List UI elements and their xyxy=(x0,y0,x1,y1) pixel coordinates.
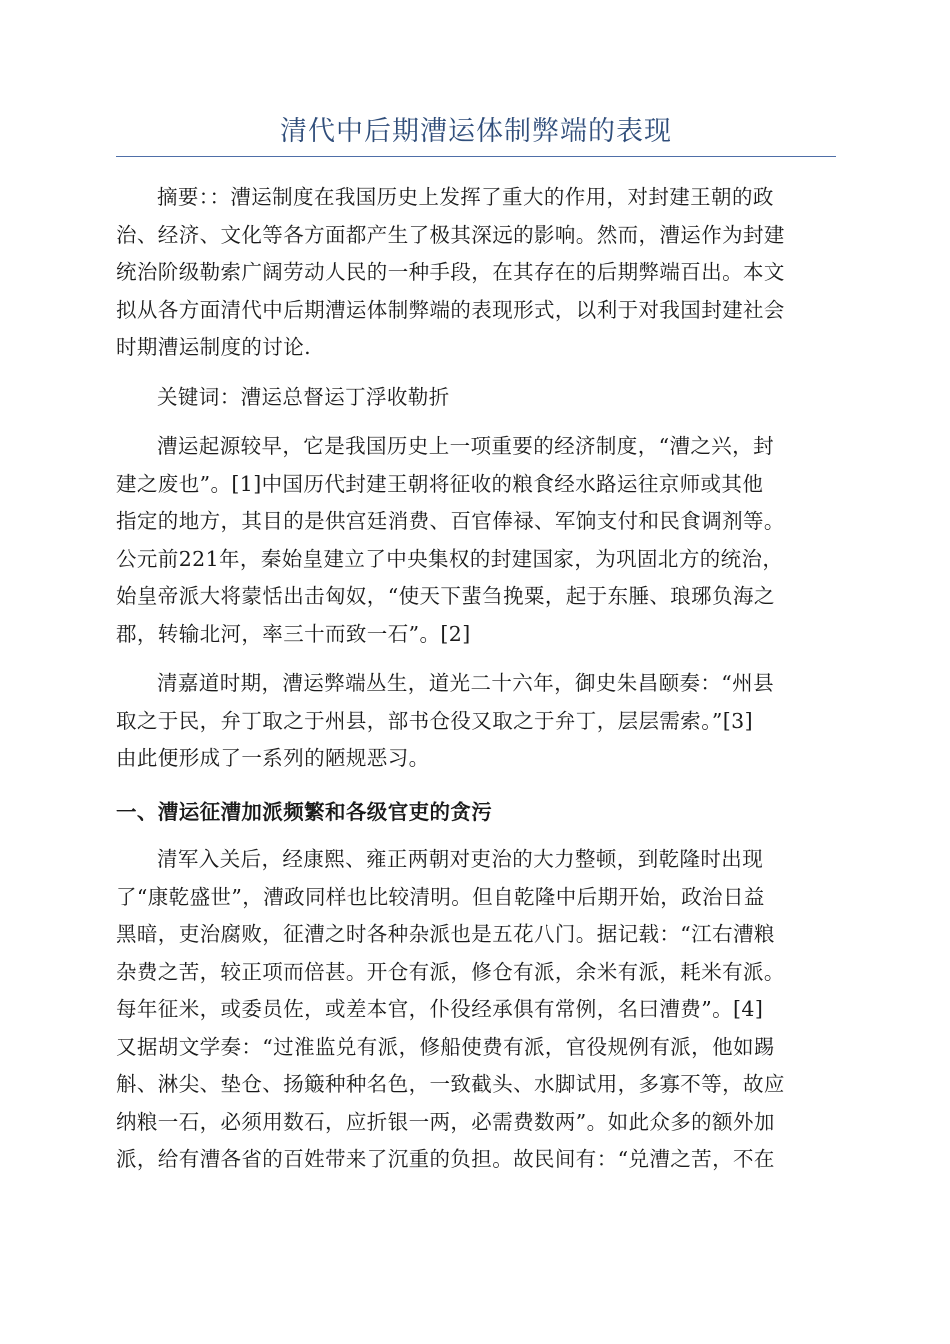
body-paragraph-1: 漕运起源较早，它是我国历史上一项重要的经济制度，“漕之兴，封 建之废也”。[1]中国历代封建王朝将征收的粮食经水路运往京师或其他 指定的地方，其目的是供宫廷消费、百官俸禄、军饷支付和民食调剂等。 公元前221年，秦始皇建立了中央集权的封建国家，为巩固北方的统治， 始皇帝派大将蒙恬出击匈奴，“使天下蜚刍挽粟，起于东腄、琅琊负海之 郡，转输北河，率三十而致一石”。[2] xyxy=(116,434,785,646)
keywords-paragraph: 关键词：漕运总督运丁浮收勒折 xyxy=(157,384,450,409)
body-paragraph-3: 清军入关后，经康熙、雍正两朝对吏治的大力整顿，到乾隆时出现 了“康乾盛世”，漕政同样也比较清明。但自乾隆中后期开始，政治日益 黑暗，吏治腐败，征漕之时各种杂派也是五花八门。据记载：“江右漕粮 杂费之苦，较正项而倍甚。开仓有派，修仓有派，余米有派，耗米有派。 每年征米，或委员佐，或差本官，仆役经承俱有常例，名曰漕费”。[4] 又据胡文学奏：“过淮监兑有派，修船使费有派，官役规例有派，他如踢 斛、淋尖、垫仓、扬簸种种名色，一致截头、水脚试用，多寡不等，故应 纳粮一石，必须用数石，应折银一两，必需费数两”。如此众多的额外加 派，给有漕各省的百姓带来了沉重的负担。故民间有：“兑漕之苦，不在 xyxy=(116,847,785,1171)
document-page xyxy=(116,112,836,1179)
document-title: 清代中后期漕运体制弊端的表现 xyxy=(116,112,836,157)
body-paragraph-2: 清嘉道时期，漕运弊端丛生，道光二十六年，御史朱昌颐奏：“州县 取之于民，弁丁取之于州县，部书仓役又取之于弁丁，层层需索。”[3] 由此便形成了一系列的陋规恶习。 xyxy=(116,671,774,770)
abstract-paragraph: 摘要：：漕运制度在我国历史上发挥了重大的作用，对封建王朝的政 治、经济、文化等各方面都产生了极其深远的影响。然而，漕运作为封建 统治阶级勒索广阔劳动人民的一种手段，在其存在的后期弊端百出。本文 拟从各方面清代中后期漕运体制弊端的表现形式，以利于对我国封建社会 时期漕运制度的讨论. xyxy=(116,185,785,359)
section-heading: 一、漕运征漕加派频繁和各级官吏的贪污 xyxy=(116,799,493,824)
